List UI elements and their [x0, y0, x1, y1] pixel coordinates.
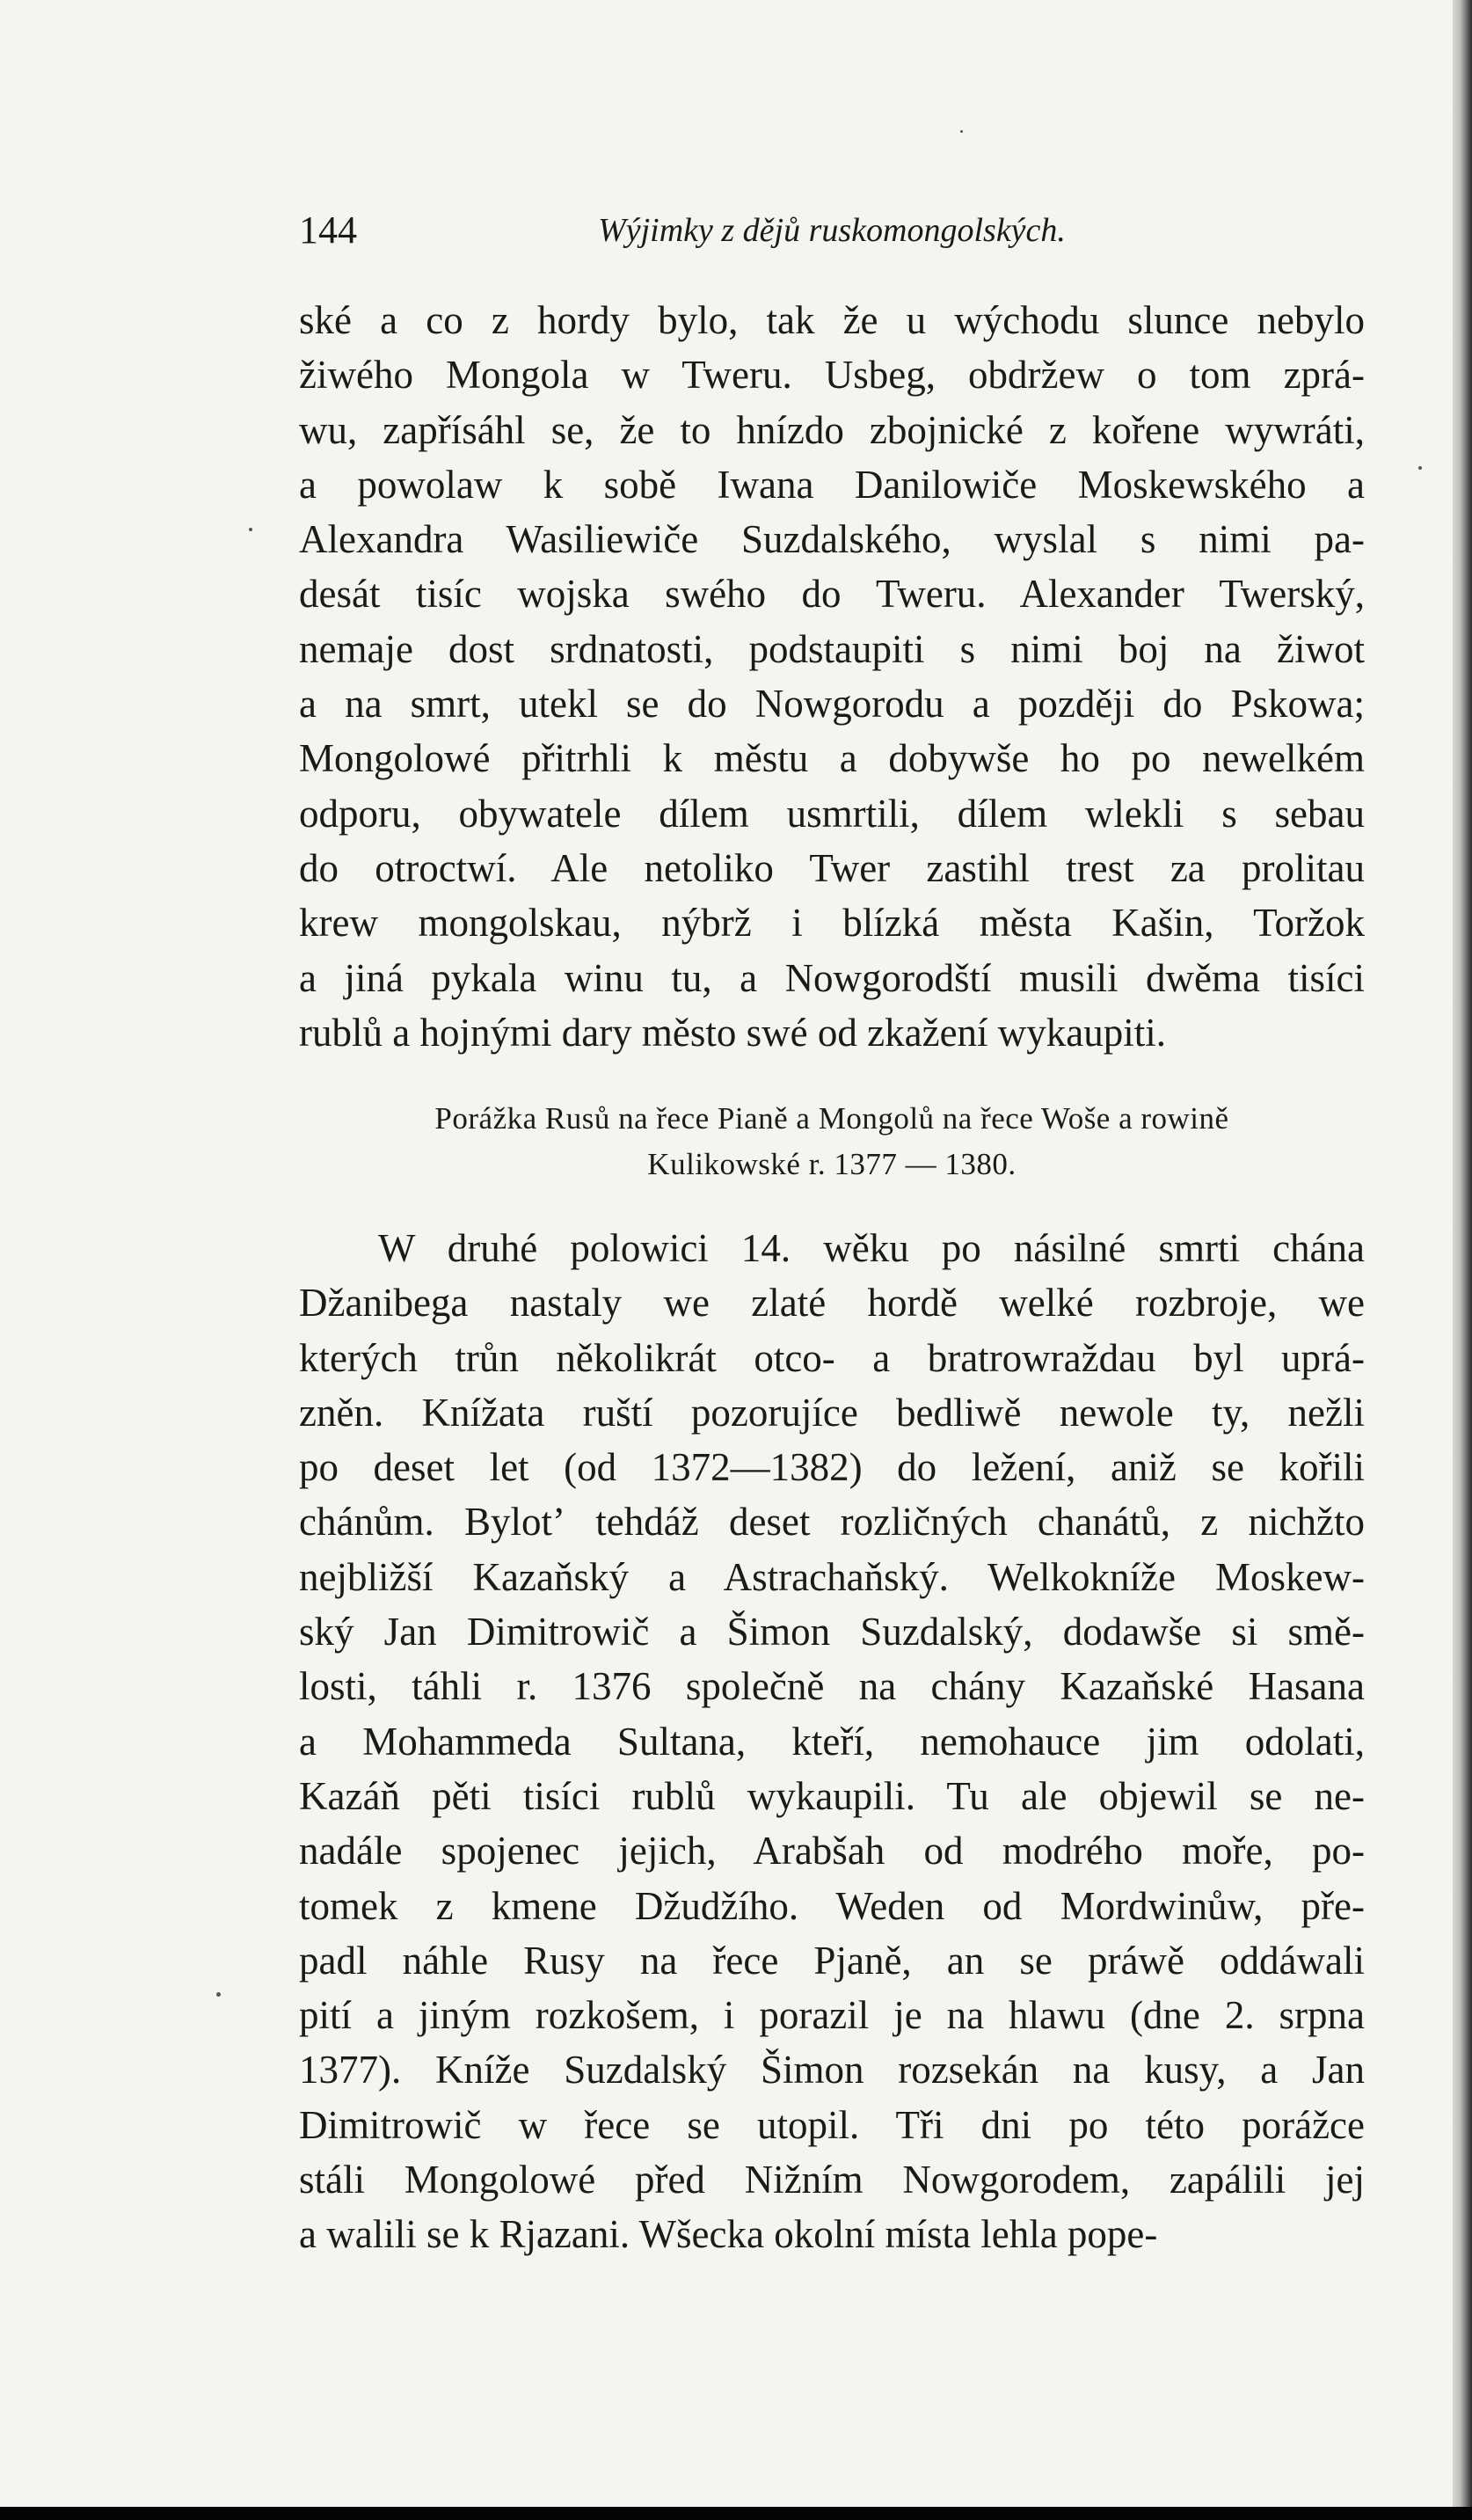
text-line: krew mongolskau, nýbrž i blízká města Kašin, Toržok	[299, 901, 1365, 946]
running-title: Wýjimky z dějů ruskomongolských.	[598, 212, 1066, 249]
text-line: zněn. Knížata ruští pozorujíce bedliwě newole ty, nežli	[299, 1390, 1365, 1435]
text-line: po deset let (od 1372—1382) do ležení, aniž se kořili	[299, 1445, 1365, 1490]
text-line: wu, zapřísáhl se, že to hnízdo zbojnické z kořene wywráti,	[299, 407, 1365, 452]
text-line: kterých trůn několikrát otco- a bratrowraždau byl uprá-	[299, 1335, 1365, 1380]
text-line: a Mohammeda Sultana, kteří, nemohauce jim odolati,	[299, 1719, 1365, 1764]
text-line: tomek z kmene Džudžího. Weden od Mordwinůw, pře-	[299, 1883, 1365, 1928]
text-line: nadále spojenec jejich, Arabšah od modrého moře, po-	[299, 1829, 1365, 1874]
text-line: Mongolowé přitrhli k městu a dobywše ho po newelkém	[299, 736, 1365, 781]
page-header	[299, 204, 1365, 257]
text-line: a jiná pykala winu tu, a Nowgorodští musili dwěma tisíci	[299, 955, 1365, 1000]
page-number: 144	[299, 208, 357, 252]
text-line: nejbližší Kazaňský a Astrachaňský. Welkokníže Moskew-	[299, 1554, 1365, 1599]
text-line: nemaje dost srdnatosti, podstaupiti s nimi boj na žiwot	[299, 626, 1365, 671]
section-heading	[299, 1096, 1365, 1187]
text-line: Alexandra Wasiliewiče Suzdalského, wyslal s nimi pa-	[299, 517, 1365, 562]
paragraph-2	[299, 1221, 1365, 2262]
paper-speck	[249, 528, 252, 531]
text-line: odporu, obywatele dílem usmrtili, dílem wlekli s sebau	[299, 791, 1365, 836]
text-line: žiwého Mongola w Tweru. Usbeg, obdržew o tom zprá-	[299, 353, 1365, 398]
paragraph-1	[299, 293, 1365, 1060]
text-line: W druhé polowici 14. wěku po násilné smrti chána	[378, 1226, 1365, 1270]
paper-speck	[960, 130, 963, 133]
text-line: a powolaw k sobě Iwana Danilowiče Moskewského a	[299, 462, 1365, 507]
section-heading-line-2: Kulikowské r. 1377 — 1380.	[647, 1147, 1017, 1181]
text-line: Kazáň pěti tisíci rublů wykaupili. Tu ale objewil se ne-	[299, 1773, 1365, 1818]
paper-speck	[216, 1992, 221, 1997]
text-line: stáli Mongolowé před Nižním Nowgorodem, zapálili jej	[299, 2158, 1365, 2202]
text-line: 1377). Kníže Suzdalský Šimon rozsekán na kusy, a Jan	[299, 2048, 1365, 2093]
page-edge-shadow	[1453, 0, 1472, 2520]
text-line: chánům. Bylotʼ tehdáž deset rozličných chanátů, z nichžto	[299, 1500, 1365, 1545]
paper-speck	[1418, 466, 1422, 470]
text-line: Džanibega nastaly we zlaté hordě welké rozbroje, we	[299, 1281, 1365, 1326]
text-line: Dimitrowič w řece se utopil. Tři dni po této porážce	[299, 2102, 1365, 2147]
text-line: padl náhle Rusy na řece Pjaně, an se práwě oddáwali	[299, 1938, 1365, 1983]
text-line: ské a co z hordy bylo, tak že u wýchodu slunce nebylo	[299, 298, 1365, 342]
text-line: a walili se k Rjazani. Wšecka okolní místa lehla pope-	[299, 2212, 1158, 2257]
text-line: a na smrt, utekl se do Nowgorodu a později do Pskowa;	[299, 682, 1365, 727]
text-line: ský Jan Dimitrowič a Šimon Suzdalský, dodawše si smě-	[299, 1610, 1365, 1654]
section-heading-line-1: Porážka Rusů na řece Pianě a Mongolů na řece Woše a rowině	[434, 1101, 1229, 1136]
scan-border	[0, 2507, 1472, 2520]
text-line: pití a jiným rozkošem, i porazil je na hlawu (dne 2. srpna	[299, 1993, 1365, 2038]
text-line: desát tisíc wojska swého do Tweru. Alexander Twerský,	[299, 572, 1365, 617]
text-line: rublů a hojnými dary město swé od zkažení wykaupiti.	[299, 1010, 1167, 1055]
text-line: do otroctwí. Ale netoliko Twer zastihl trest za prolitau	[299, 845, 1365, 890]
text-line: losti, táhli r. 1376 společně na chány Kazaňské Hasana	[299, 1664, 1365, 1709]
